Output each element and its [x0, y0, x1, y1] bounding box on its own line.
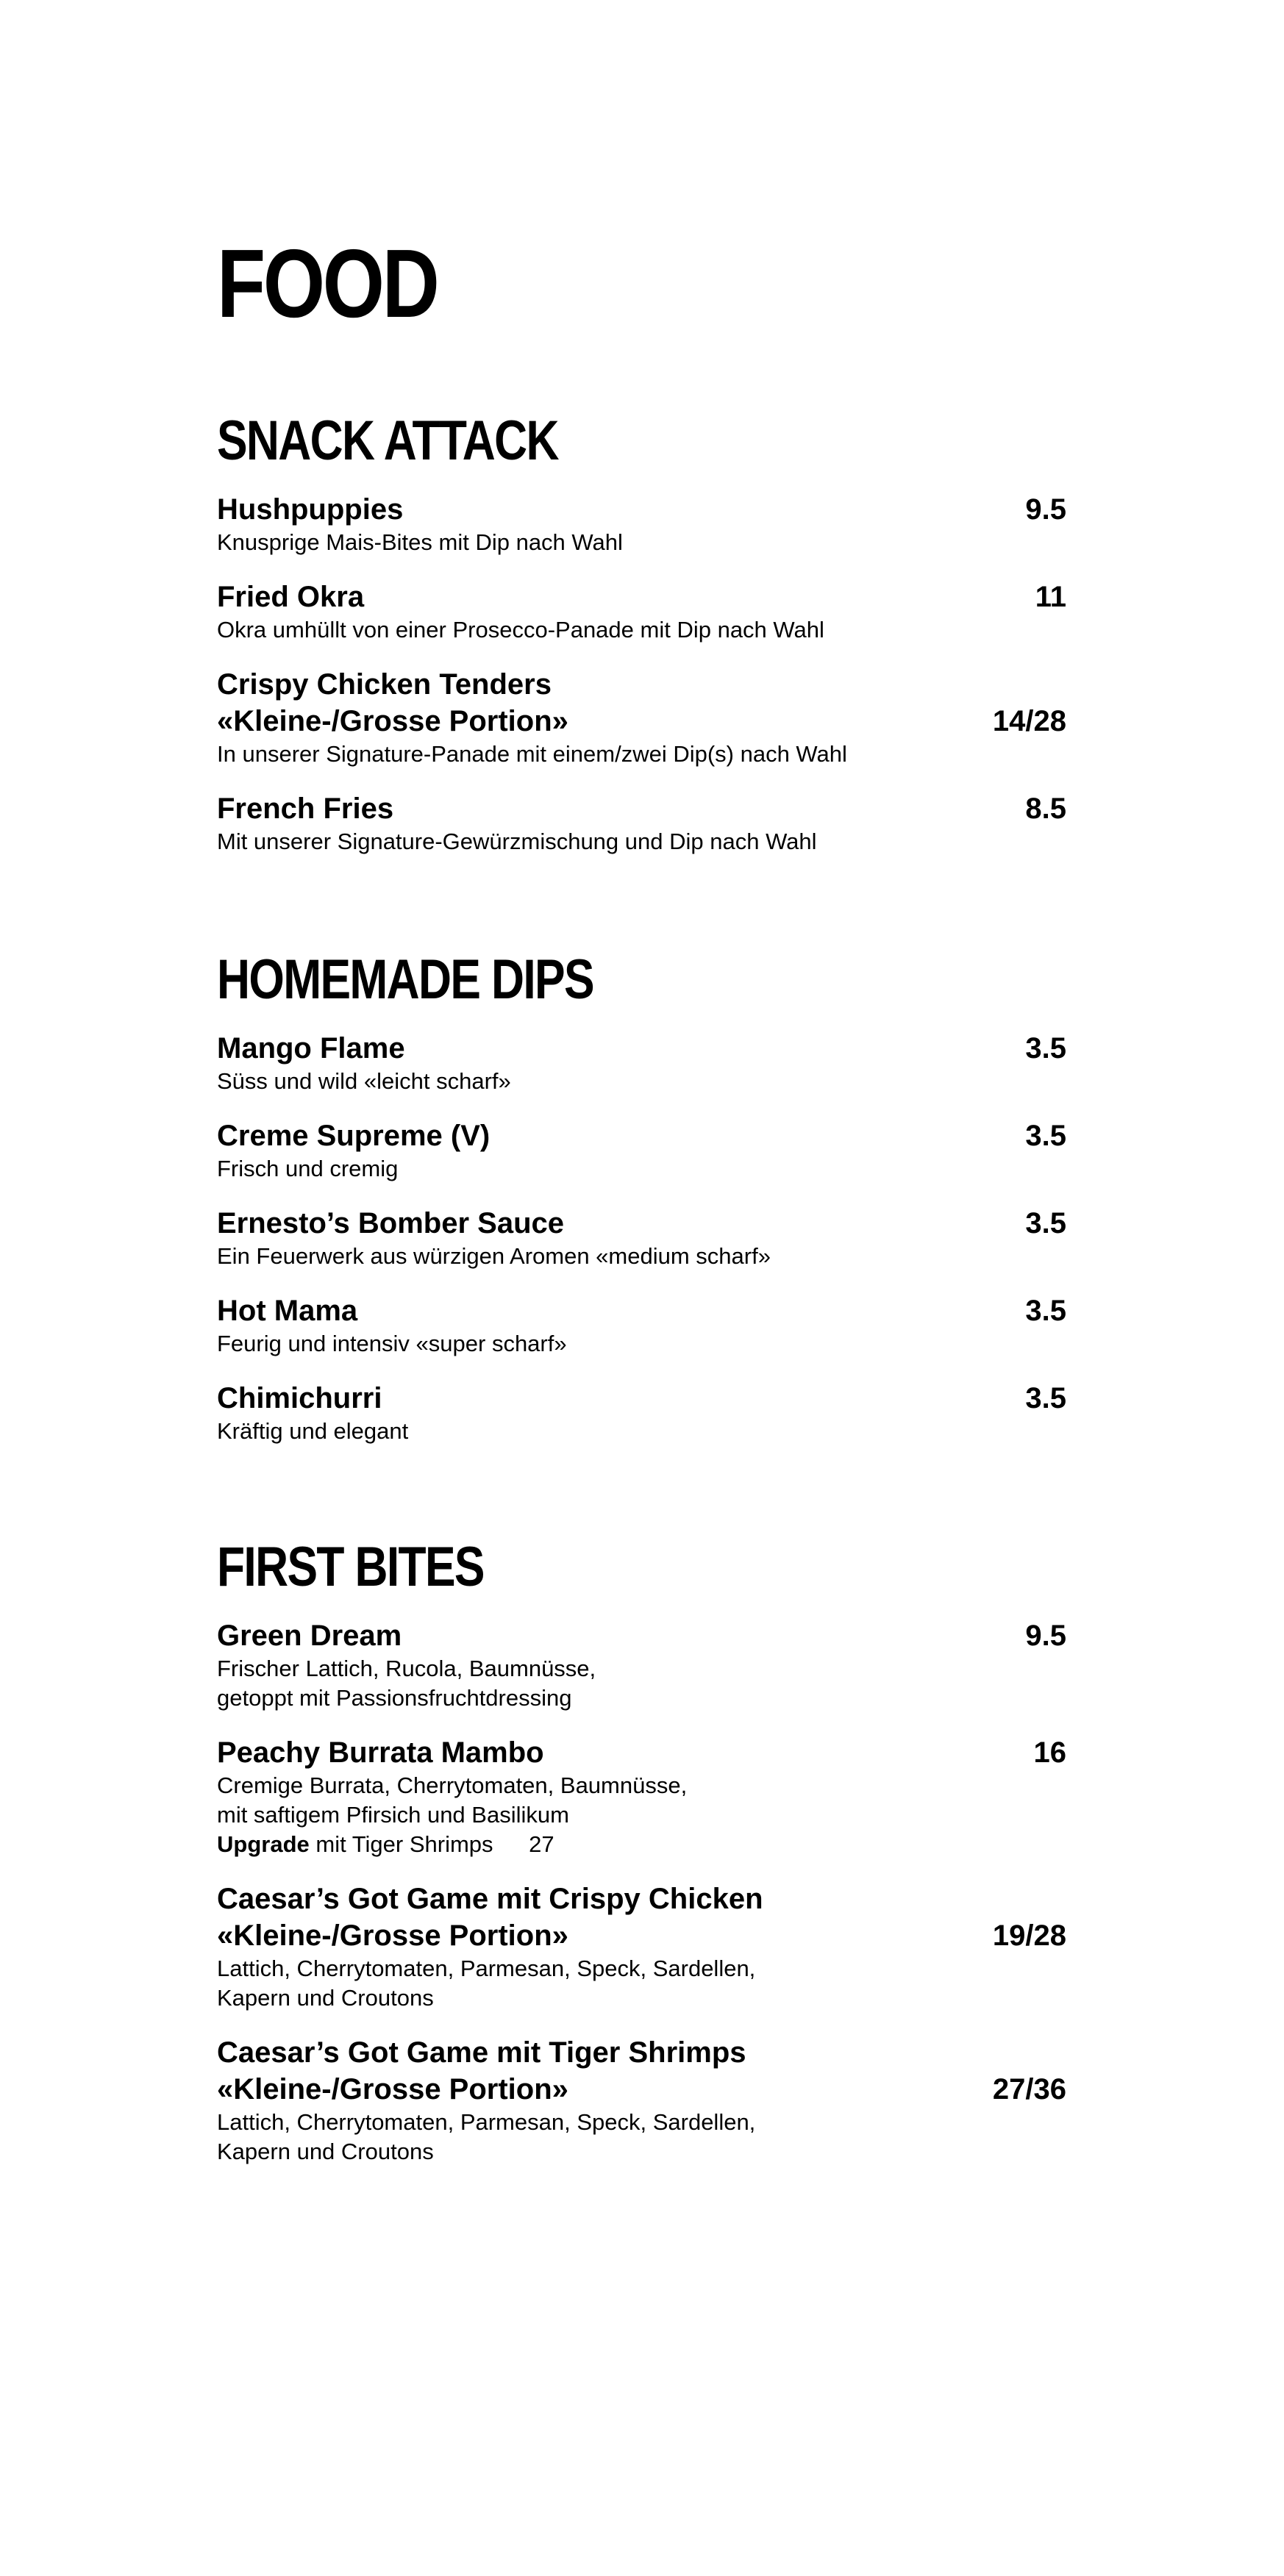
- item-name: Chimichurri: [217, 1382, 382, 1414]
- item-description: Lattich, Cherrytomaten, Parmesan, Speck, Sardellen,: [217, 2109, 756, 2135]
- upgrade-price: 27: [529, 1831, 554, 1857]
- item-name-portion: «Kleine-/Grosse Portion»: [217, 1920, 568, 1952]
- page-title: FOOD: [217, 229, 438, 337]
- item-name: Creme Supreme (V): [217, 1120, 491, 1152]
- item-price: 3.5: [1025, 1120, 1066, 1152]
- item-description: Ein Feuerwerk aus würzigen Aromen «medium scharf»: [217, 1243, 771, 1269]
- menu-item-ernestos-bomber-sauce: [217, 1205, 1066, 1271]
- item-name: Hot Mama: [217, 1295, 358, 1327]
- upgrade-text: mit Tiger Shrimps: [315, 1831, 493, 1857]
- item-description: Mit unserer Signature-Gewürzmischung und Dip nach Wahl: [217, 829, 817, 854]
- menu-item-caesar-crispy-chicken: [217, 1881, 1066, 2013]
- item-description: Frischer Lattich, Rucola, Baumnüsse,: [217, 1656, 596, 1681]
- menu-item-creme-supreme: [217, 1117, 1066, 1184]
- item-description: In unserer Signature-Panade mit einem/zwei Dip(s) nach Wahl: [217, 741, 847, 767]
- item-description: Cremige Burrata, Cherrytomaten, Baumnüsse,: [217, 1772, 688, 1798]
- item-price: 19/28: [992, 1920, 1066, 1952]
- item-description: Okra umhüllt von einer Prosecco-Panade mit Dip nach Wahl: [217, 617, 824, 643]
- item-name-portion: «Kleine-/Grosse Portion»: [217, 2073, 568, 2105]
- item-price: 3.5: [1025, 1207, 1066, 1239]
- section-title: SNACK ATTACK: [217, 409, 558, 472]
- item-description: Feurig und intensiv «super scharf»: [217, 1331, 567, 1356]
- menu-item-french-fries: [217, 790, 1066, 856]
- menu-item-crispy-chicken-tenders: [217, 666, 1066, 769]
- item-name: Caesar’s Got Game mit Tiger Shrimps: [217, 2036, 746, 2069]
- menu-item-peachy-burrata-mambo: [217, 1734, 1066, 1859]
- item-name: French Fries: [217, 793, 394, 825]
- item-name: Crispy Chicken Tenders: [217, 668, 552, 701]
- item-description: Knusprige Mais-Bites mit Dip nach Wahl: [217, 529, 623, 555]
- item-price: 8.5: [1025, 793, 1066, 825]
- item-price: 9.5: [1025, 493, 1066, 526]
- menu-item-caesar-tiger-shrimps: [217, 2034, 1066, 2167]
- item-description: Kräftig und elegant: [217, 1418, 409, 1444]
- item-price: 11: [1035, 581, 1066, 613]
- menu-item-fried-okra: [217, 579, 1066, 645]
- item-description: Kapern und Croutons: [217, 2139, 434, 2164]
- item-name-portion: «Kleine-/Grosse Portion»: [217, 705, 568, 737]
- section-first-bites: [217, 1538, 1066, 2188]
- item-price: 27/36: [992, 2073, 1066, 2105]
- item-description: mit saftigem Pfirsich und Basilikum: [217, 1802, 569, 1828]
- item-price: 3.5: [1025, 1032, 1066, 1065]
- upgrade-label: Upgrade: [217, 1831, 310, 1857]
- section-title: FIRST BITES: [217, 1536, 484, 1598]
- menu-item-hot-mama: [217, 1292, 1066, 1359]
- menu-item-mango-flame: [217, 1030, 1066, 1096]
- item-price: 3.5: [1025, 1382, 1066, 1414]
- item-name: Ernesto’s Bomber Sauce: [217, 1207, 565, 1239]
- item-description: Kapern und Croutons: [217, 1985, 434, 2011]
- menu-item-hushpuppies: [217, 491, 1066, 557]
- section-snack-attack: [217, 409, 1066, 878]
- item-price: 9.5: [1025, 1620, 1066, 1652]
- item-price: 3.5: [1025, 1295, 1066, 1327]
- item-description: Frisch und cremig: [217, 1156, 399, 1181]
- menu-item-green-dream: [217, 1617, 1066, 1713]
- item-description: Süss und wild «leicht scharf»: [217, 1068, 511, 1094]
- item-price: 16: [1033, 1736, 1066, 1769]
- item-name: Mango Flame: [217, 1032, 405, 1065]
- item-name: Green Dream: [217, 1620, 402, 1652]
- item-description: getoppt mit Passionsfruchtdressing: [217, 1685, 572, 1711]
- item-name: Hushpuppies: [217, 493, 404, 526]
- menu-item-chimichurri: [217, 1380, 1066, 1446]
- item-name: Peachy Burrata Mambo: [217, 1736, 544, 1769]
- section-homemade-dips: [217, 948, 1066, 1467]
- item-name: Fried Okra: [217, 581, 365, 613]
- item-price: 14/28: [992, 705, 1066, 737]
- section-title: HOMEMADE DIPS: [217, 948, 593, 1011]
- item-name: Caesar’s Got Game mit Crispy Chicken: [217, 1883, 763, 1915]
- item-upgrade: [217, 1830, 1066, 1859]
- item-description: Lattich, Cherrytomaten, Parmesan, Speck, Sardellen,: [217, 1956, 756, 1981]
